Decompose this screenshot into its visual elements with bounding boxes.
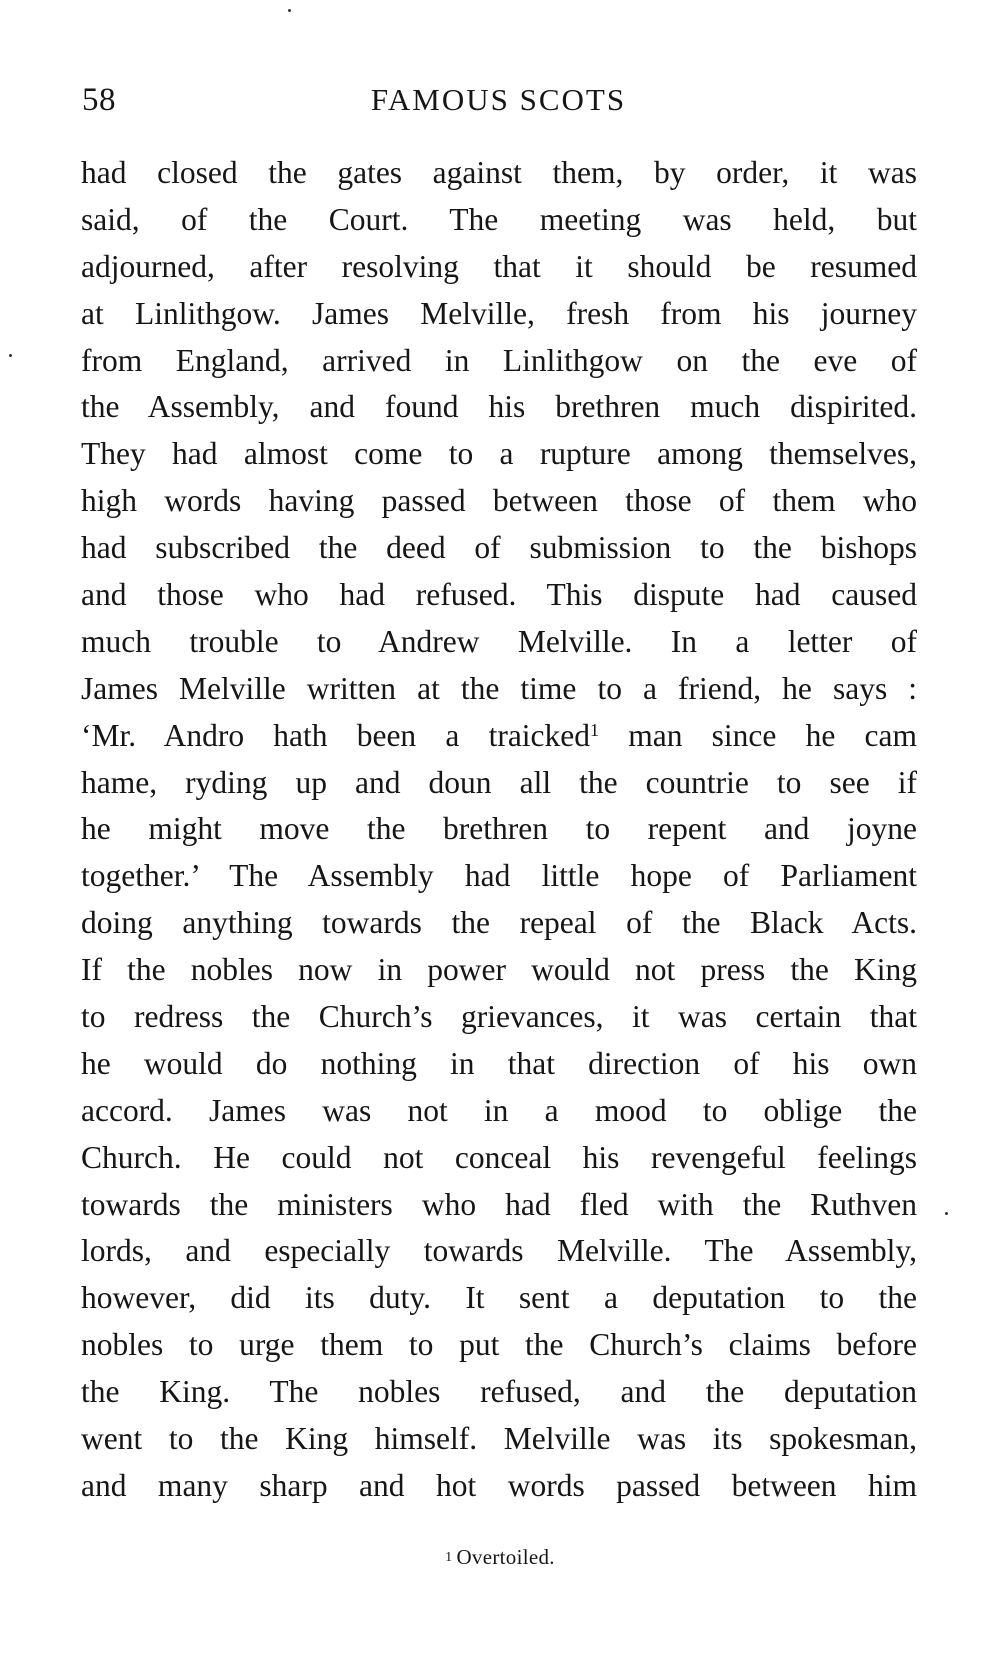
text-line: lords, and especially towards Melville. The Assembly, [81,1233,917,1269]
text-line: at Linlithgow. James Melville, fresh from his journey [81,295,917,331]
text-line: They had almost come to a rupture among themselves, [81,436,917,472]
text-line: he would do nothing in that direction of his own [81,1045,917,1081]
text-line: said, of the Court. The meeting was held, but [81,201,917,237]
text-line: had subscribed the deed of submission to the bishops [81,530,917,566]
text-line: nobles to urge them to put the Church’s claims before [81,1327,917,1363]
text-line: the Assembly, and found his brethren much dispirited. [81,389,917,425]
text-line: together.’ The Assembly had little hope of Parliament [81,858,917,894]
footnote-text: Overtoiled. [456,1545,555,1569]
print-speck [288,9,291,12]
text-line: accord. James was not in a mood to oblige the [81,1092,917,1128]
text-line: he might move the brethren to repent and joyne [81,811,917,847]
footnote-marker: 1 [445,1550,453,1565]
text-line: to redress the Church’s grievances, it was certain that [81,999,917,1035]
text-line: Church. He could not conceal his revengeful feelings [81,1139,917,1175]
text-segment: ‘Mr. Andro hath been a traicked [81,717,591,753]
text-line: If the nobles now in power would not press the King [81,952,917,988]
text-segment: man since he cam [599,717,917,753]
text-line: and those who had refused. This dispute had caused [81,577,917,613]
running-head [82,82,915,132]
running-title: FAMOUS SCOTS [370,82,627,117]
page-number: 58 [82,82,116,118]
text-line: from England, arrived in Linlithgow on the eve of [81,342,917,378]
text-line: and many sharp and hot words passed between him [81,1467,917,1503]
text-line: James Melville written at the time to a friend, he says : [81,670,917,706]
text-line: hame, ryding up and doun all the countrie to see if [81,764,917,800]
text-line: adjourned, after resolving that it should be resumed [81,248,917,284]
text-line: went to the King himself. Melville was its spokesman, [81,1421,917,1457]
text-line: doing anything towards the repeal of the Black Acts. [81,905,917,941]
text-line: high words having passed between those of them who [81,483,917,519]
print-speck [9,354,12,357]
footnote [0,1545,1000,1570]
text-line [81,713,917,760]
text-line: much trouble to Andrew Melville. In a letter of [81,623,917,659]
text-line: towards the ministers who had fled with the Ruthven [81,1186,917,1222]
text-line: the King. The nobles refused, and the deputation [81,1374,917,1410]
print-speck [945,1212,948,1215]
footnote-reference: 1 [590,719,600,740]
text-line: had closed the gates against them, by order, it was [81,155,917,190]
body-text [81,150,917,1510]
text-line: however, did its duty. It sent a deputation to the [81,1280,917,1316]
